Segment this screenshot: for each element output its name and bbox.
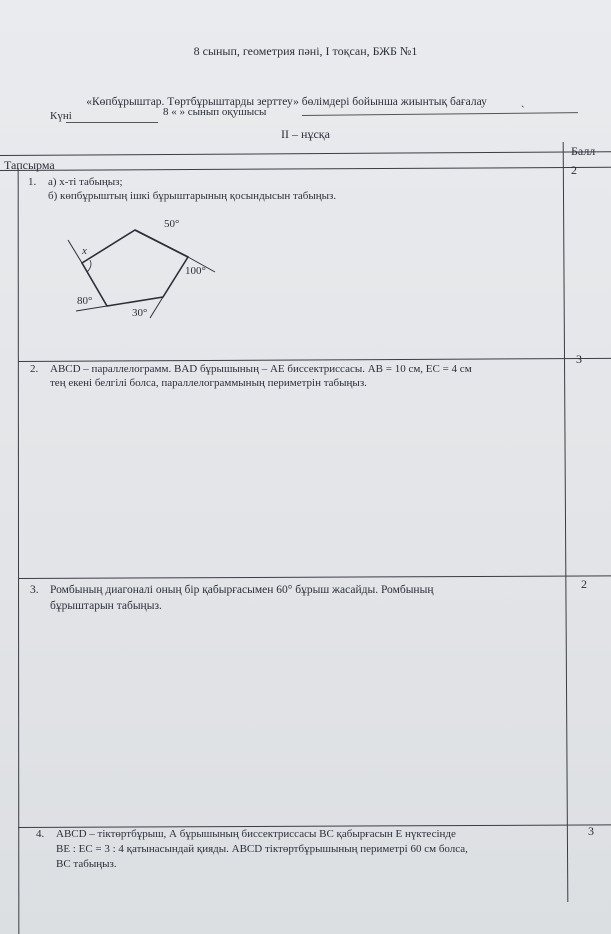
task-4	[36, 827, 468, 872]
task-4-line-2: BE : EC = 3 : 4 қатынасындай қияды. ABCD тіктөртбұрышының периметрі 60 см болса,	[56, 843, 468, 855]
angle-arc-x	[87, 260, 91, 272]
angle-label-50: 50°	[164, 218, 180, 230]
worksheet-title: 8 сынып, геометрия пәні, I тоқсан, БЖБ №1	[193, 44, 418, 58]
pentagon-figure	[60, 210, 240, 325]
task-3-number: 3.	[30, 584, 39, 596]
score-column-border	[563, 142, 569, 902]
task-4-line-1: ABCD – тіктөртбұрыш, А бұрышының биссектриссасы BC қабырғасын E нүктесінде	[56, 828, 456, 840]
task-1-part-a: а) х-ті табыңыз;	[48, 176, 123, 188]
angle-label-80: 80°	[77, 295, 93, 307]
task-2	[30, 362, 472, 390]
task-3	[30, 582, 433, 614]
quote-mark: ˎ	[520, 96, 525, 108]
task-column-header: Тапсырма	[4, 158, 55, 172]
angle-label-x: x	[82, 245, 87, 257]
task-4-number: 4.	[36, 828, 45, 840]
extension-line-bottom	[150, 297, 163, 318]
student-label: 8 « » сынып оқушысы	[163, 106, 267, 118]
score-column-header: Балл	[571, 144, 596, 158]
task-4-line-3: BC табыңыз.	[56, 858, 117, 870]
table-top-border	[0, 151, 611, 156]
pentagon-top-side	[135, 230, 188, 257]
task-1	[28, 175, 336, 203]
angle-label-30: 30°	[132, 307, 148, 319]
task-2-line-2: тең екені белгілі болса, параллелограммының периметрін табыңыз.	[50, 377, 367, 389]
task-3-line-1: Ромбының диагоналі оның бір қабырғасымен 60° бұрыш жасайды. Ромбының	[50, 584, 434, 596]
task-3-line-2: бұрыштарын табыңыз.	[50, 600, 162, 612]
pentagon-shape	[82, 230, 188, 306]
extension-line-left	[68, 240, 82, 263]
table-header-border	[0, 167, 611, 171]
variant-label: II – нұсқа	[281, 127, 330, 141]
task-2-number: 2.	[30, 363, 39, 375]
row-2-bottom-border	[18, 575, 611, 579]
date-label: Күні	[50, 110, 72, 122]
student-name-blank	[302, 112, 578, 116]
date-blank	[66, 122, 158, 123]
task-4-score: 3	[588, 824, 594, 838]
task-2-line-1: ABCD – параллелограмм. BAD бұрышының – AE биссектриссасы. AB = 10 см, EC = 4 см	[50, 363, 472, 375]
worksheet-subtitle-text: «Көпбұрыштар. Төртбұрыштарды зерттеу» бөлімдері бойынша жиынтық бағалау	[86, 96, 487, 108]
table-left-border	[18, 168, 20, 934]
task-2-score: 3	[576, 352, 582, 366]
task-1-number: 1.	[28, 176, 37, 188]
task-3-score: 2	[581, 577, 587, 591]
angle-label-100: 100°	[185, 265, 206, 277]
task-1-score: 2	[571, 163, 577, 177]
worksheet-subtitle	[0, 96, 611, 108]
task-1-part-b: б) көпбұрыштың ішкі бұрыштарының қосындысын табыңыз.	[48, 190, 337, 202]
